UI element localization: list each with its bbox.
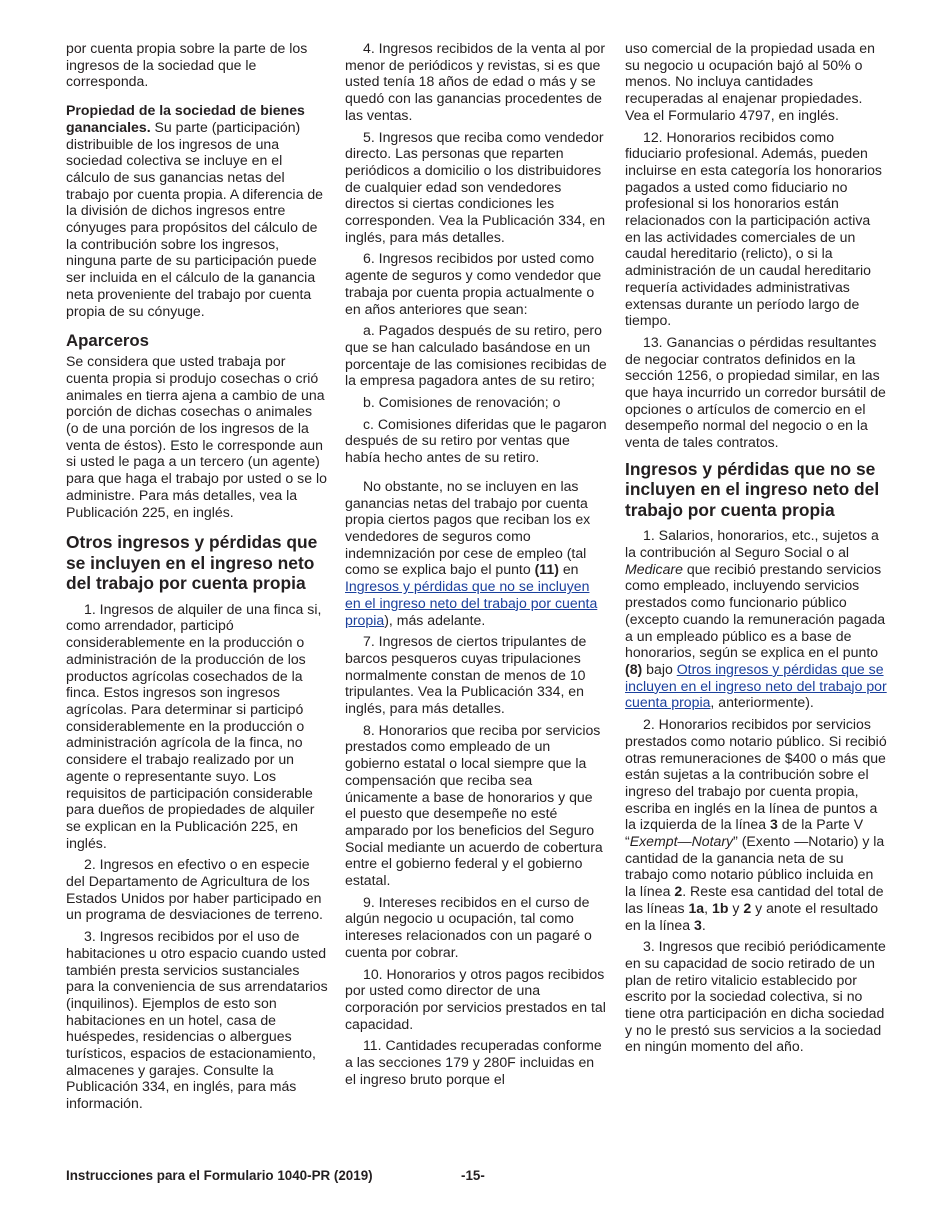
list-item: 6. Ingresos recibidos por usted como agente de seguros y como vendedor que trabaja por cuenta propia actualmente o en años anteriores que sean: — [345, 250, 602, 317]
item-reference: (11) — [534, 561, 559, 578]
text-italic: Exempt—Notary — [629, 833, 734, 850]
link-otros-ingresos-incluidos[interactable]: Otros ingresos y pérdidas que se incluyen en el ingreso neto del trabajo por cuenta propia — [625, 661, 887, 711]
column-left — [66, 40, 328, 1117]
line-number: 1a — [688, 899, 705, 916]
line-number: 2 — [743, 899, 752, 916]
text: . Reste esa cantidad del total de las líneas — [625, 883, 884, 916]
list-item: 5. Ingresos que reciba como vendedor directo. Las personas que reparten periódicos a domicilio o los distribuidores de cualquier edad son vendedores directos si ciertas condiciones les corresponden. Vea la Publicación 334, en inglés, para más detalles. — [345, 128, 606, 245]
line-number: 1b — [712, 899, 729, 916]
paragraph: Se considera que usted trabaja por cuenta propia si produjo cosechas o crió animales en tierra ajena a cambio de una porción de dichas cosechas o animales (o de una porción de los ingresos de la venta de éstos). Esto le corresponde aun si usted le paga a un tercero (un agente) para que haga el trabajo por usted o se lo administre. Para más detalles, vea la Publicación 225, en inglés. — [66, 353, 327, 520]
line-number: 3 — [693, 916, 702, 933]
run-in-heading: Propiedad de la sociedad de bienes gananciales. — [66, 102, 305, 135]
heading-no-se-incluyen: Ingresos y pérdidas que no se incluyen en el ingreso neto del trabajo por cuenta propia — [625, 458, 880, 520]
text: que recibió prestando servicios como empleado, incluyendo servicios prestados como funcionario público (excepto cuando la remuneración pagada a un empleado público es a base de honorarios, según se explica en el punto — [625, 560, 886, 661]
sub-list-item: a. Pagados después de su retiro, pero que se han calculado basándose en un porcentaje de las comisiones recibidas de la empresa pagadora antes de su retiro; — [345, 322, 607, 389]
text: . — [701, 916, 706, 933]
list-item: 12. Honorarios recibidos como fiduciario profesional. Además, pueden incluirse en esta categoría los honorarios pagados a usted como fiduciario no profesional si los honorarios están relacionados con la participación activa en las actividades comerciales de un caudal hereditario (relicto), o si la administración de un caudal hereditario requería actividades administrativas extensas durante un período largo de tiempo. — [625, 128, 882, 329]
paragraph-body: Su parte (participación) distribuible de los ingresos de una sociedad colectiva se incluye en el cálculo de sus ganancias netas del trabajo por cuenta propia. A diferencia de la división de dichos ingresos entre cónyuges para propósitos del cálculo de la contribución sobre los ingresos, ninguna parte de su participación puede ser incluida en el cálculo de la ganancia neta proveniente del trabajo por cuenta propia de su cónyuge. — [66, 118, 323, 319]
list-item — [625, 716, 887, 933]
heading-otros-ingresos: Otros ingresos y pérdidas que se incluyen en el ingreso neto del trabajo por cuenta propia — [66, 532, 318, 594]
text: en — [558, 561, 579, 578]
text: , anteriormente). — [710, 694, 814, 711]
list-item: 3. Ingresos que recibió periódicamente en su capacidad de socio retirado de un plan de retiro vitalicio establecido por escrito por la sociedad colectiva, si no tiene otra participación en dicha sociedad y no le prestó sus servicios a la sociedad en ningún momento del año. — [625, 938, 886, 1055]
column-middle — [345, 40, 607, 1092]
list-item: 11. Cantidades recuperadas conforme a las secciones 179 y 280F incluidas en el ingreso bruto porque el — [345, 1037, 602, 1087]
column-right — [625, 40, 887, 1060]
text-italic: Medicare — [625, 560, 683, 577]
text: ” (Exento —Notario) y la cantidad de la ganancia neta de su trabajo como notario público incluida en la línea — [625, 833, 885, 900]
list-item — [625, 527, 887, 711]
line-number: 2 — [674, 883, 683, 900]
text: 1. Salarios, honorarios, etc., sujetos a la contribución al Seguro Social o al — [625, 527, 879, 561]
list-item: 9. Intereses recibidos en el curso de algún negocio u ocupación, tal como intereses relacionados con un pagaré o cuenta por cobrar. — [345, 893, 592, 960]
paragraph-no-obstante — [345, 478, 607, 628]
page-number: -15- — [461, 1168, 485, 1183]
text: No obstante, no se incluyen en las ganancias netas del trabajo por cuenta propia ciertos pagos que reciban los ex vendedores de seguros como indemnización por cese de empleo (tal como se explica bajo el punto — [345, 477, 591, 578]
list-item-continued: uso comercial de la propiedad usada en su negocio u ocupación bajó al 50% o menos. No incluya cantidades recuperadas al enajenar propiedades. Vea el Formulario 4797, en inglés. — [625, 40, 875, 123]
list-item: 2. Ingresos en efectivo o en especie del Departamento de Agricultura de los Estados Unidos por haber participado en un programa de desviaciones de terreno. — [66, 856, 323, 923]
line-number: 3 — [769, 816, 778, 833]
footer-form-title: Instrucciones para el Formulario 1040-PR (2019) — [66, 1168, 373, 1183]
sub-list-item: c. Comisiones diferidas que le pagaron después de su retiro por ventas que había hecho antes de su retiro. — [345, 415, 607, 466]
text: de la Parte V “ — [625, 816, 864, 850]
text: 2. Honorarios recibidos por servicios prestados como notario público. Si recibió otras remuneraciones de $400 o más que están sujetas a la contribución sobre el ingreso del trabajo por cuenta propia, escriba en inglés en la línea de puntos a la izquierda de la línea — [625, 716, 887, 833]
heading-aparceros: Aparceros — [66, 331, 150, 351]
list-item: 1. Ingresos de alquiler de una finca si, como arrendador, participó considerablemente en la producción o administración de la producción de los productos agrícolas cosechados de la finca. Estos ingresos son ingresos agrícolas. Para determinar si participó considerablemente en la producción o administración agrícola de la finca, no considere el trabajo realizado por un agente o representante suyo. Los requisitos de participación considerable para dueños de propiedades de alquiler se explican en la Publicación 225, en inglés. — [66, 600, 322, 851]
paragraph: por cuenta propia sobre la parte de los ingresos de la sociedad que le corresponda. — [66, 40, 308, 90]
text: bajo — [642, 661, 677, 677]
item-reference: (8) — [625, 661, 643, 677]
list-item: 10. Honorarios y otros pagos recibidos por usted como director de una corporación por servicios prestados en tal capacidad. — [345, 965, 606, 1032]
text: , — [704, 899, 712, 916]
text: y — [728, 899, 744, 916]
list-item: 13. Ganancias o pérdidas resultantes de negociar contratos definidos en la sección 1256, o propiedad similar, en las que haya incurrido un corredor bursátil de opciones o artículos de comercio en el desempeño normal del negocio o en la venta de tales contratos. — [625, 333, 886, 451]
link-ingresos-no-incluidos[interactable]: Ingresos y pérdidas que no se incluyen en el ingreso neto del trabajo por cuenta propia — [345, 578, 598, 628]
text: y anote el resultado en la línea — [625, 899, 879, 933]
list-item: 8. Honorarios que reciba por servicios prestados como empleado de un gobierno estatal o local siempre que la compensación que reciba sea únicamente a base de honorarios y que el puesto que desempeñe no esté amparado por los beneficios del Seguro Social mediante un acuerdo de cobertura entre el gobierno federal y el gobierno estatal. — [345, 721, 603, 889]
list-item: 7. Ingresos de ciertos tripulantes de barcos pesqueros cuyas tripulaciones normalmente constan de menos de 10 tripulantes. Vea la Publicación 334, en inglés, para más detalles. — [345, 633, 587, 717]
text: ), más adelante. — [384, 611, 486, 628]
paragraph-community-property — [66, 102, 328, 319]
list-item: 3. Ingresos recibidos por el uso de habitaciones u otro espacio cuando usted también presta servicios sustanciales para la conveniencia de sus arrendatarios (inquilinos). Ejemplos de esto son habitaciones en un hotel, casa de huéspedes, residencias o albergues turísticos, espacios de estacionamiento, almacenes y garajes. Consulte la Publicación 334, en inglés, para más información. — [66, 928, 328, 1112]
list-item: 4. Ingresos recibidos de la venta al por menor de periódicos y revistas, si es que usted tenía 18 años de edad o más y se quedó con las ganancias procedentes de las ventas. — [345, 40, 606, 123]
sub-list-item: b. Comisiones de renovación; o — [363, 394, 561, 411]
